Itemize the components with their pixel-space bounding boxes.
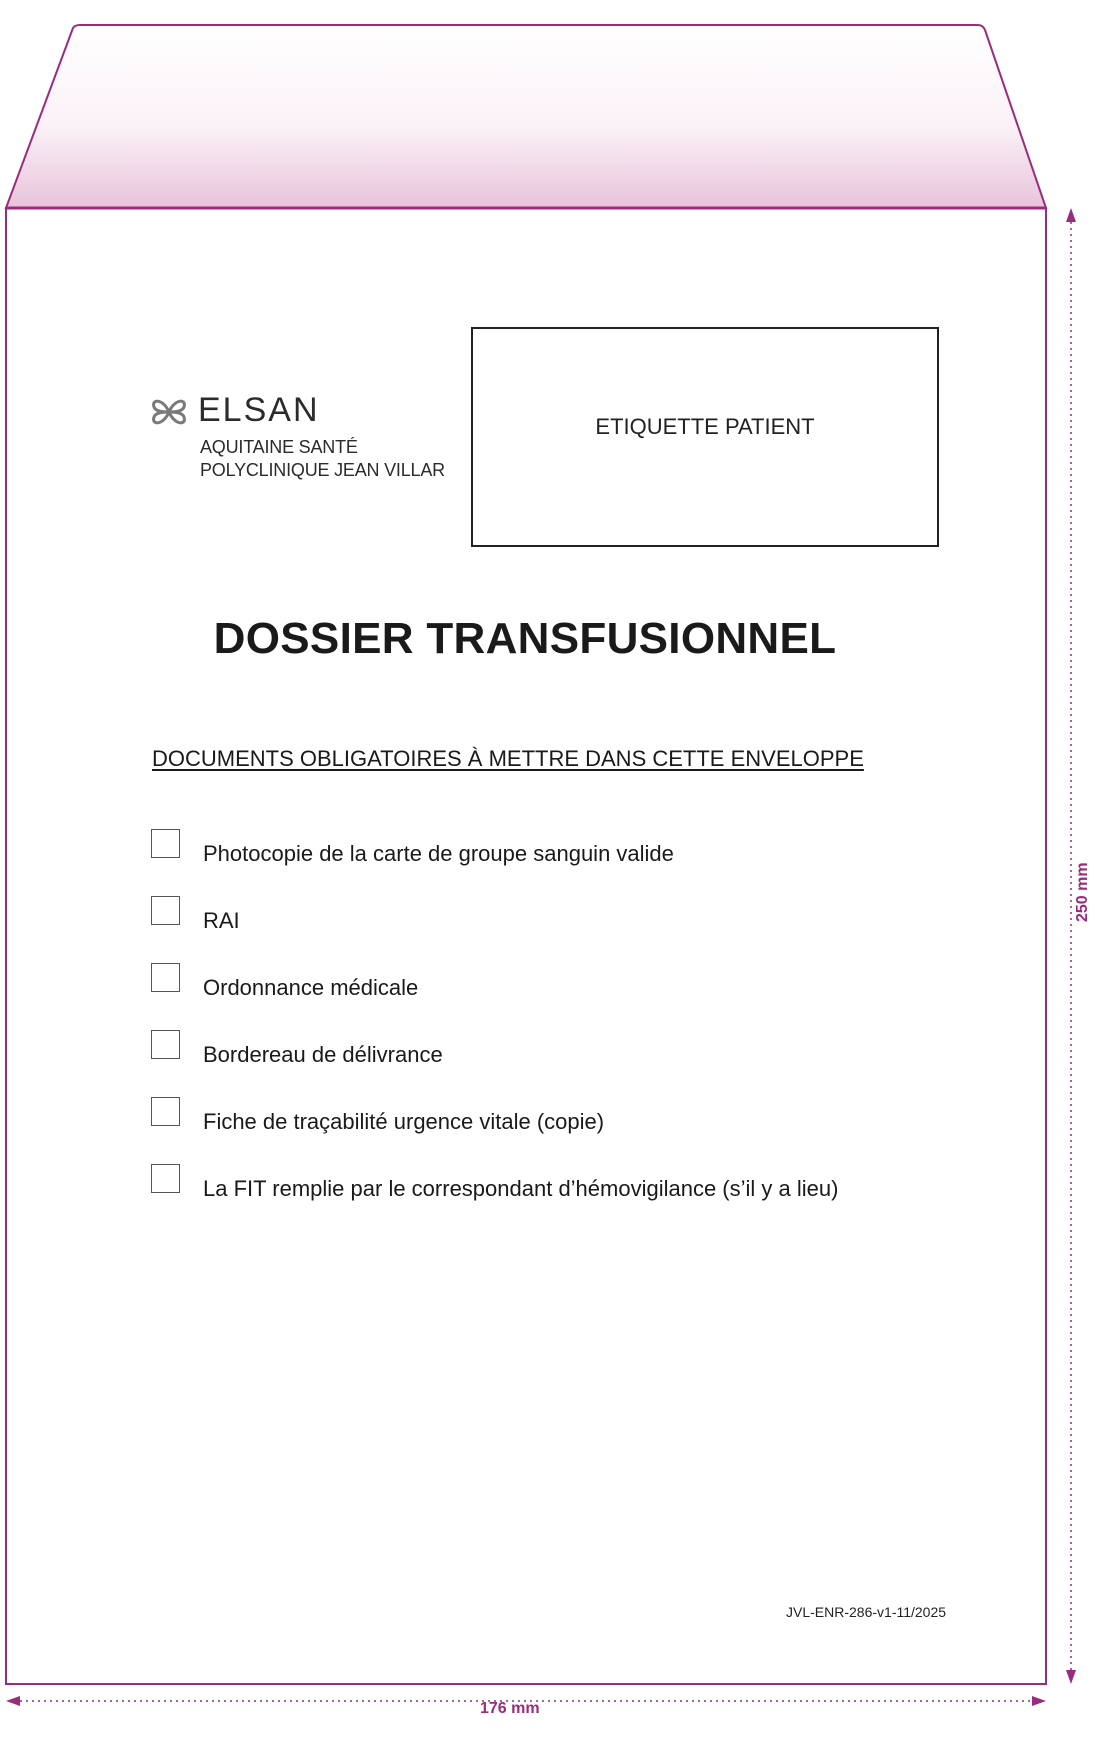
checklist-item-label: Bordereau de délivrance bbox=[203, 1042, 443, 1067]
checkbox[interactable] bbox=[151, 829, 180, 858]
envelope-flap bbox=[6, 25, 1046, 208]
checklist-item-label: Photocopie de la carte de groupe sanguin valide bbox=[203, 841, 674, 866]
checkbox[interactable] bbox=[151, 963, 180, 992]
patient-label-text: ETIQUETTE PATIENT bbox=[595, 414, 815, 439]
checkbox[interactable] bbox=[151, 1097, 180, 1126]
checklist-item-label: La FIT remplie par le correspondant d’hémovigilance (s’il y a lieu) bbox=[203, 1176, 839, 1201]
checklist-item-label: Ordonnance médicale bbox=[203, 975, 419, 1000]
checkbox[interactable] bbox=[151, 1164, 180, 1193]
width-dimension-label: 176 mm bbox=[480, 1700, 540, 1717]
height-dimension-label: 250 mm bbox=[1074, 862, 1091, 922]
patient-label-box bbox=[471, 327, 939, 547]
document-title: DOSSIER TRANSFUSIONNEL bbox=[213, 614, 837, 663]
documents-subtitle: DOCUMENTS OBLIGATOIRES À METTRE DANS CETTE ENVELOPPE bbox=[152, 746, 864, 771]
checkbox[interactable] bbox=[151, 1030, 180, 1059]
document-reference: JVL-ENR-286-v1-11/2025 bbox=[786, 1604, 947, 1620]
brand-line-2: POLYCLINIQUE JEAN VILLAR bbox=[200, 460, 445, 480]
checklist-item-label: Fiche de traçabilité urgence vitale (copie) bbox=[203, 1109, 605, 1134]
checklist-item-label: RAI bbox=[203, 908, 240, 933]
brand-line-1: AQUITAINE SANTÉ bbox=[200, 437, 358, 457]
height-dimension-line bbox=[1066, 208, 1076, 1684]
checkbox[interactable] bbox=[151, 896, 180, 925]
brand-name: ELSAN bbox=[198, 391, 320, 429]
elsan-logo-mark-icon bbox=[150, 393, 188, 431]
